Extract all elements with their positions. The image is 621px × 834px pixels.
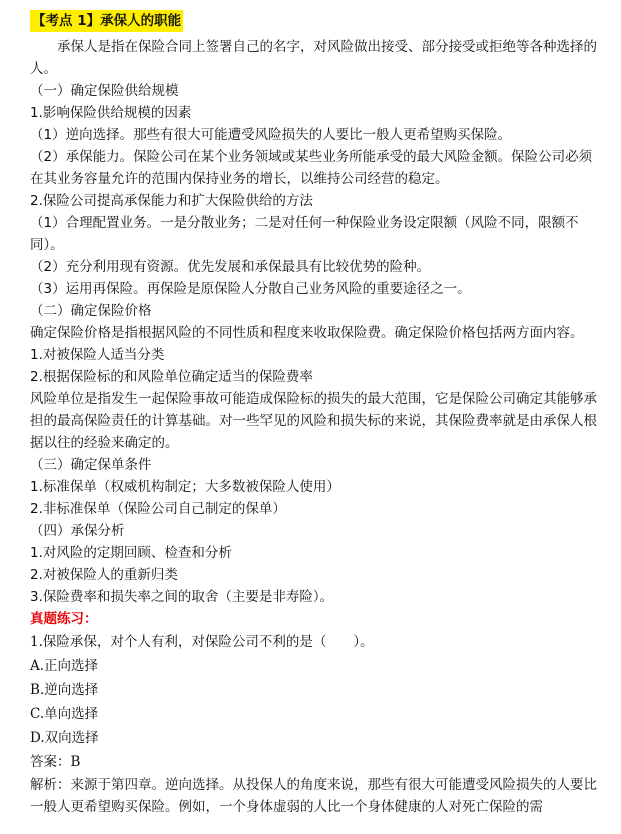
- document-page: [30, 10, 598, 818]
- section1-item3: （1）合理配置业务。一是分散业务；二是对任何一种保险业务设定限额（风险不同，限额不同）。: [30, 215, 579, 253]
- section1-title: （一）确定保险供给规模: [30, 83, 179, 99]
- section1-sub2: 2.保险公司提高承保能力和扩大保险供给的方法: [30, 193, 313, 209]
- section1-item4: （2）充分利用现有资源。优先发展和承保最具有比较优势的险种。: [30, 259, 431, 275]
- option-a: A.正向选择: [30, 658, 99, 674]
- question-text: 1.保险承保，对个人有利，对保险公司不利的是（ ）。: [30, 634, 374, 650]
- section2-sub2: 2.根据保险标的和风险单位确定适当的保险费率: [30, 369, 313, 385]
- intro-paragraph: 承保人是指在保险合同上签署自己的名字，对风险做出接受、部分接受或拒绝等各种选择的人。: [30, 39, 597, 77]
- option-b: B.逆向选择: [30, 682, 99, 698]
- section1-sub1: 1.影响保险供给规模的因素: [30, 105, 192, 121]
- section2-paragraph2: 风险单位是指发生一起保险事故可能造成保险标的损失的最大范围，它是保险公司确定其能够承担的最高保险责任的计算基础。对一些罕见的风险和损失标的来说，其保险费率就是由承保人根据以往的经验来确定的。: [30, 391, 597, 451]
- section2-paragraph: 确定保险价格是指根据风险的不同性质和程度来收取保险费。确定保险价格包括两方面内容。: [30, 325, 584, 341]
- section2-title: （二）确定保险价格: [30, 303, 152, 319]
- section4-sub1: 1.对风险的定期回顾、检查和分析: [30, 545, 232, 561]
- topic-heading: 【考点 1】承保人的职能: [30, 10, 183, 32]
- option-d: D.双向选择: [30, 730, 99, 746]
- section3-sub1: 1.标准保单（权威机构制定；大多数被保险人使用）: [30, 479, 340, 495]
- option-c: C.单向选择: [30, 706, 99, 722]
- section4-title: （四）承保分析: [30, 523, 125, 539]
- section1-item1: （1）逆向选择。那些有很大可能遭受风险损失的人要比一般人更希望购买保险。: [30, 127, 512, 143]
- section3-sub2: 2.非标准保单（保险公司自己制定的保单）: [30, 501, 286, 517]
- topic-heading-line: [30, 10, 598, 32]
- section2-sub1: 1.对被保险人适当分类: [30, 347, 165, 363]
- section3-title: （三）确定保单条件: [30, 457, 152, 473]
- section1-item2: （2）承保能力。保险公司在某个业务领域或某些业务所能承受的最大风险金额。保险公司必须在其业务容量允许的范围内保持业务的增长，以维持公司经营的稳定。: [30, 149, 593, 187]
- answer-text: 答案：B: [30, 754, 81, 770]
- analysis-text: 解析：来源于第四章。逆向选择。从投保人的角度来说，那些有很大可能遭受风险损失的人要比一般人更希望购买保险。例如，一个身体虚弱的人比一个身体健康的人对死亡保险的需: [30, 777, 597, 815]
- section4-sub2: 2.对被保险人的重新归类: [30, 567, 178, 583]
- section4-sub3: 3.保险费率和损失率之间的取舍（主要是非寿险）。: [30, 589, 334, 605]
- section1-item5: （3）运用再保险。再保险是原保险人分散自己业务风险的重要途径之一。: [30, 281, 471, 297]
- practice-title: 真题练习：: [30, 611, 98, 627]
